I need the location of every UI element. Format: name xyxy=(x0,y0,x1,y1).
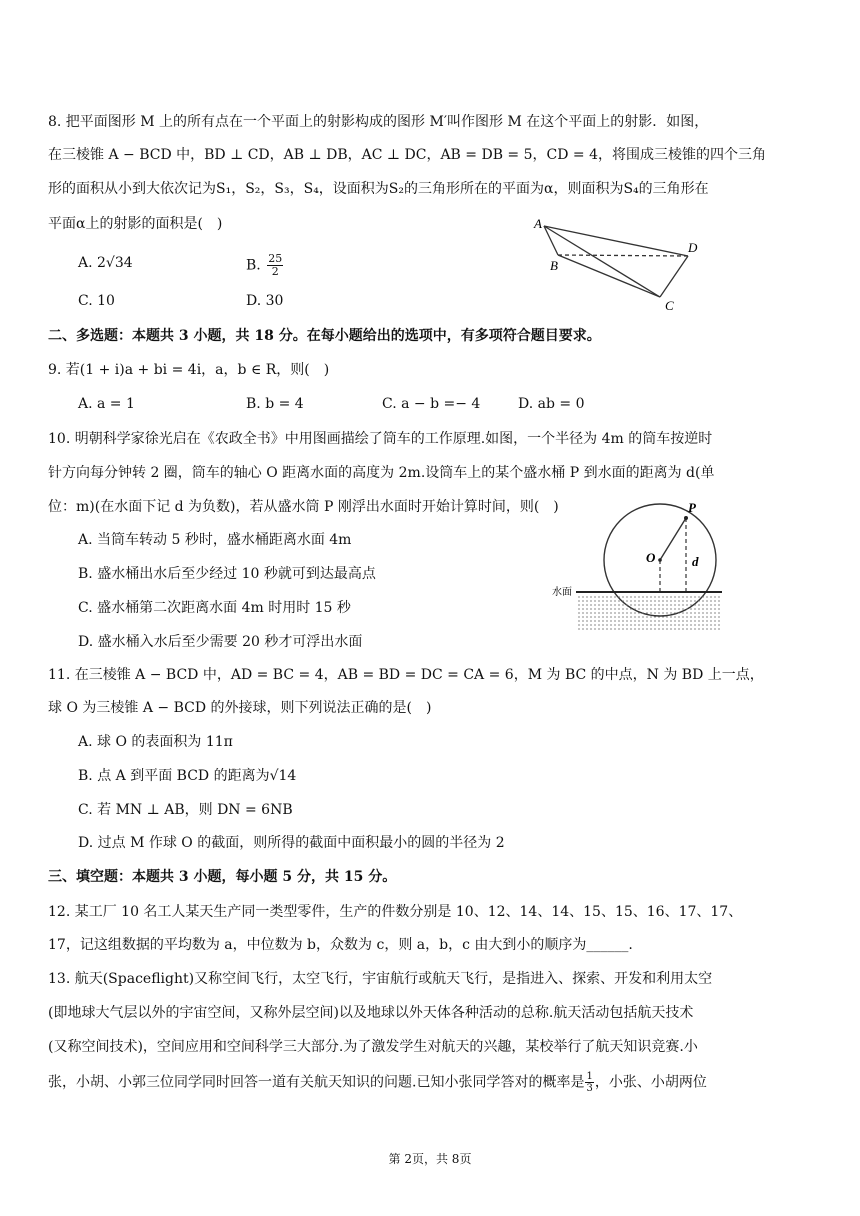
label-water-surface: 水面 xyxy=(552,587,572,598)
q10-line-3: 位：m)(在水面下记 d 为负数)，若从盛水筒 P 刚浮出水面时开始计算时间，则( ) xyxy=(48,499,559,515)
point-o xyxy=(658,558,662,562)
q13-line-4-text: 张，小胡、小郭三位同学同时回答一道有关航天知识的问题.已知小张同学答对的概率是 xyxy=(48,1074,585,1091)
q9-stem: 9. 若(1 + i)a + bi = 4i，a，b ∈ R，则( ) xyxy=(48,362,330,378)
edge-ac xyxy=(544,226,660,297)
q11-option-b: B. 点 A 到平面 BCD 的距离为√14 xyxy=(78,768,297,784)
q8-line-4: 平面α上的射影的面积是( ) xyxy=(48,216,223,232)
water-hatching xyxy=(578,597,722,629)
q10-option-c: C. 盛水桶第二次距离水面 4m 时用时 15 秒 xyxy=(78,600,351,616)
q13-probability-fraction xyxy=(585,1071,593,1094)
vertex-c-label: C xyxy=(665,298,674,313)
q8-option-d: D. 30 xyxy=(246,293,284,309)
q8-line-3: 形的面积从小到大依次记为S₁，S₂，S₃，S₄，设面积为S₂的三角形所在的平面为α，则面积为S₄的三角形在 xyxy=(48,181,709,197)
q13-fraction-denominator: 3 xyxy=(586,1083,593,1094)
section-3-heading: 三、填空题：本题共 3 小题，每小题 5 分，共 15 分。 xyxy=(48,869,397,885)
q13-line-2: (即地球大气层以外的宇宙空间，又称外层空间)以及地球以外天体各种活动的总称.航天活动包括航天技术 xyxy=(48,1005,694,1021)
point-p xyxy=(684,516,688,520)
q10-line-2: 针方向每分钟转 2 圈，筒车的轴心 O 距离水面的高度为 2m.设筒车上的某个盛水桶 P 到水面的距离为 d(单 xyxy=(48,465,715,481)
q8-pyramid-figure xyxy=(528,212,708,316)
q9-option-a: A. a = 1 xyxy=(78,396,135,412)
q11-option-c: C. 若 MN ⊥ AB，则 DN = 6NB xyxy=(78,802,293,818)
q13-fraction-numerator: 1 xyxy=(586,1071,593,1082)
edge-ad xyxy=(544,226,688,256)
q8-line-1: 8. 把平面图形 M 上的所有点在一个平面上的射影构成的图形 M′叫作图形 M 在这个平面上的射影．如图， xyxy=(48,114,709,130)
q13-line-3: (又称空间技术)，空间应用和空间科学三大部分.为了激发学生对航天的兴趣，某校举行了航天知识竞赛.小 xyxy=(48,1039,698,1055)
page-footer: 第 2页，共 8页 xyxy=(388,1152,472,1166)
q13-line-4 xyxy=(48,1071,707,1094)
radius-op xyxy=(660,518,686,560)
q11-line-2: 球 O 为三棱锥 A − BCD 的外接球，则下列说法正确的是( ) xyxy=(48,700,432,716)
vertex-d-label: D xyxy=(688,240,698,255)
label-d: d xyxy=(692,554,699,569)
q13-line-1: 13. 航天(Spaceflight)又称空间飞行，太空飞行，宇宙航行或航天飞行，是指进入、探索、开发和利用太空 xyxy=(48,971,713,987)
vertex-a-label: A xyxy=(534,216,542,231)
edge-dc xyxy=(660,256,688,297)
q8-option-b-label: B. xyxy=(246,257,261,274)
q8-option-c: C. 10 xyxy=(78,293,115,309)
section-2-heading: 二、多选题：本题共 3 小题，共 18 分。在每小题给出的选项中，有多项符合题目要求。 xyxy=(48,328,601,344)
q8-option-b-fraction xyxy=(267,253,283,278)
q11-line-1: 11. 在三棱锥 A − BCD 中，AD = BC = 4，AB = BD = DC = CA = 6，M 为 BC 的中点，N 为 BD 上一点， xyxy=(48,667,764,683)
q8-option-b-denominator: 2 xyxy=(271,265,279,278)
q11-option-d: D. 过点 M 作球 O 的截面，则所得的截面中面积最小的圆的半径为 2 xyxy=(78,835,505,851)
q8-option-a: A. 2√34 xyxy=(78,255,133,271)
q9-option-d: D. ab = 0 xyxy=(518,396,585,412)
label-o: O xyxy=(646,550,656,565)
q13-line-4-tail: ，小张、小胡两位 xyxy=(594,1074,707,1091)
label-p: P xyxy=(688,500,696,515)
q8-line-2: 在三棱锥 A − BCD 中，BD ⊥ CD，AB ⊥ DB，AC ⊥ DC，AB = DB = 5，CD = 4，将围成三棱锥的四个三角 xyxy=(48,147,766,163)
q9-option-b: B. b = 4 xyxy=(246,396,304,412)
q12-line-2: 17，记这组数据的平均数为 a，中位数为 b，众数为 c，则 a，b，c 由大到小的顺序为______. xyxy=(48,937,633,953)
q10-option-d: D. 盛水桶入水后至少需要 20 秒才可浮出水面 xyxy=(78,634,363,650)
q10-option-a: A. 当筒车转动 5 秒时，盛水桶距离水面 4m xyxy=(78,532,352,548)
edge-bd-hidden xyxy=(558,255,688,256)
q12-line-1: 12. 某工厂 10 名工人某天生产同一类型零件，生产的件数分别是 10、12、14、14、15、15、16、17、17、 xyxy=(48,904,743,920)
q8-option-b-numerator: 25 xyxy=(268,252,283,265)
q10-waterwheel-figure xyxy=(548,496,728,638)
q10-line-1: 10. 明朝科学家徐光启在《农政全书》中用图画描绘了筒车的工作原理.如图，一个半径为 4m 的筒车按逆时 xyxy=(48,431,713,447)
q10-option-b: B. 盛水桶出水后至少经过 10 秒就可到达最高点 xyxy=(78,566,376,582)
vertex-b-label: B xyxy=(550,258,558,273)
edge-bc xyxy=(558,255,660,297)
q8-option-b xyxy=(246,253,283,278)
q9-option-c: C. a − b =− 4 xyxy=(382,396,481,412)
q11-option-a: A. 球 O 的表面积为 11π xyxy=(78,734,233,750)
